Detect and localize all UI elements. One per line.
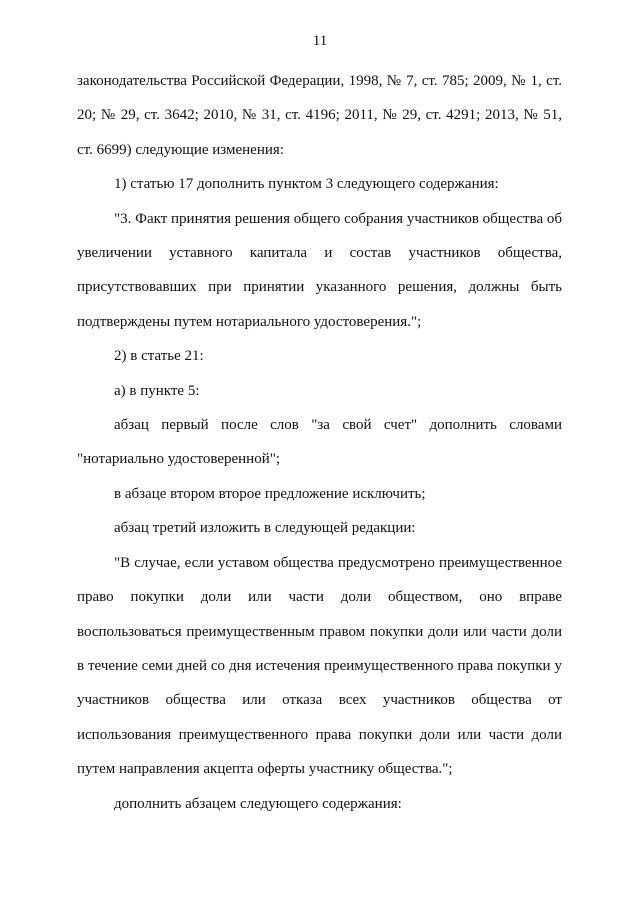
paragraph-continuation: законодательства Российской Федерации, 1998, № 7, ст. 785; 2009, № 1, ст. 20; № 29, ст. 3642; 2010, № 31, ст. 4196; 2011, № 29, ст. 4291; 2013, № 51, ст. 6699) следующие изменения: (77, 73, 562, 158)
paragraph-abzac-2: в абзаце втором второе предложение исключить; (114, 485, 426, 502)
paragraph-item-2a: а) в пункте 5: (114, 382, 200, 399)
paragraph-item-2: 2) в статье 21: (114, 348, 204, 365)
page-number: 11 (312, 33, 328, 49)
paragraph-quote-2: "В случае, если уставом общества предусмотрено преимущественное право покупки доли или части доли обществом, оно вправе воспользоваться преимущественным правом покупки доли или части доли в течение семи дней со дня истечения преимущественного права покупки у участников общества или отказа всех участников общества от использования преимущественного права покупки доли или части доли путем направления акцепта оферты участнику общества."; (77, 554, 562, 778)
paragraph-abzac-1: абзац первый после слов "за свой счет" дополнить словами "нотариально удостоверенной"; (77, 417, 562, 468)
paragraph-add: дополнить абзацем следующего содержания: (114, 795, 402, 812)
document-body (77, 64, 562, 821)
paragraph-quote-1: "3. Факт принятия решения общего собрания участников общества об увеличении уставного капитала и состав участников общества, присутствовавших при принятии указанного решения, должны быть подтверждены путем нотариального удостоверения."; (77, 210, 563, 330)
paragraph-item-1: 1) статью 17 дополнить пунктом 3 следующего содержания: (114, 176, 499, 193)
paragraph-abzac-3: абзац третий изложить в следующей редакции: (114, 520, 416, 537)
